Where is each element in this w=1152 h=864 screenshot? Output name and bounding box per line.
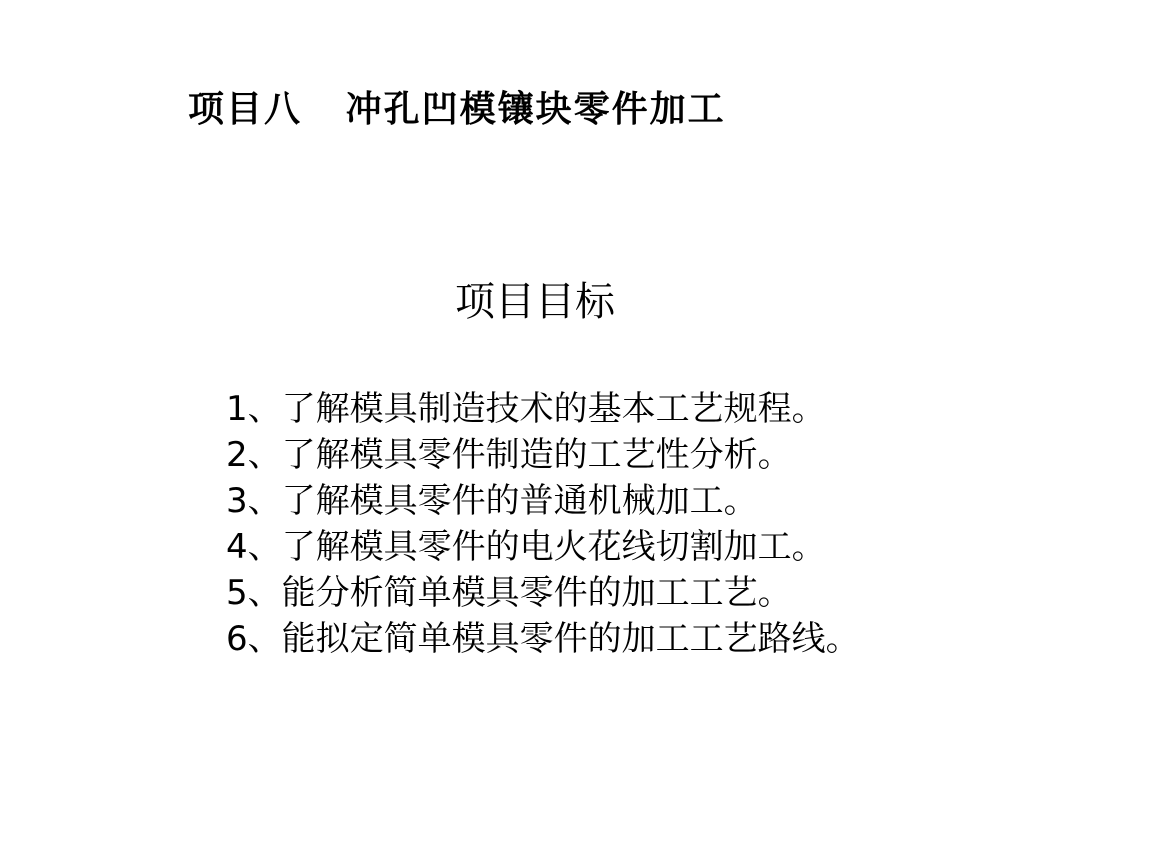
objective-item: 1、了解模具制造技术的基本工艺规程。 (226, 389, 826, 429)
objectives-list (226, 386, 860, 662)
objective-item: 2、了解模具零件制造的工艺性分析。 (226, 435, 792, 475)
objective-item: 5、能分析简单模具零件的加工工艺。 (226, 573, 792, 613)
objective-item: 6、能拟定简单模具零件的加工工艺路线。 (226, 619, 860, 659)
objective-item: 3、了解模具零件的普通机械加工。 (226, 481, 758, 521)
objective-item: 4、了解模具零件的电火花线切割加工。 (226, 527, 826, 567)
slide-title: 项目八 冲孔凹模镶块零件加工 (188, 89, 726, 130)
section-heading: 项目目标 (455, 279, 615, 325)
